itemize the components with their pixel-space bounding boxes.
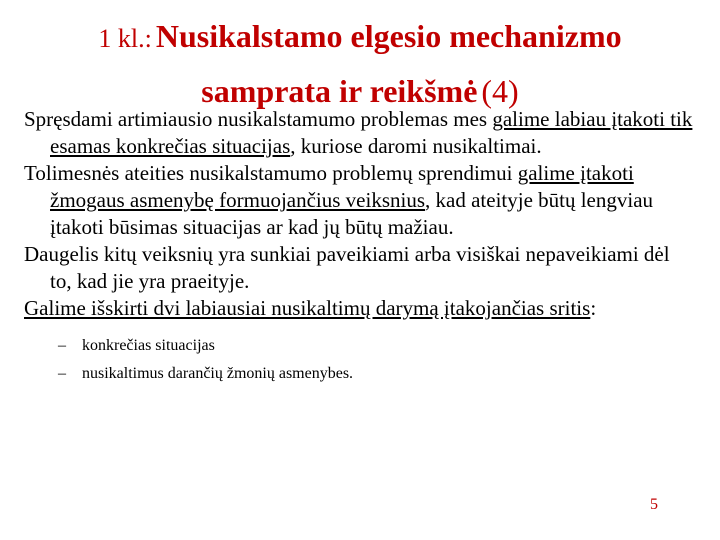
page-number: 5 <box>650 496 658 513</box>
bullet-text: nusikaltimus darančių žmonių asmenybes. <box>82 365 354 382</box>
paragraph-text: Tolimesnės ateities nusikalstamumo problemų sprendimui <box>24 161 518 185</box>
paragraph-text: , kuriose daromi nusikaltimai. <box>290 134 542 158</box>
title-prefix: 1 kl.: <box>98 24 152 53</box>
paragraph-2 <box>24 160 696 241</box>
title-main-line-1: Nusikalstamo elgesio mechanizmo <box>155 18 622 54</box>
underlined-text: galime labiau įtakoti tik esamas konkrečias situacijas <box>50 107 693 158</box>
paragraph-4 <box>24 295 696 322</box>
bullet-item <box>58 332 696 360</box>
paragraph-text: , kad ateityje būtų lengviau įtakoti būsimas situacijas ar kad jų būtų mažiau. <box>50 188 654 239</box>
title-number: (4) <box>481 73 519 109</box>
title-line-1 <box>0 12 720 67</box>
bullet-text: konkrečias situacijas <box>82 337 215 354</box>
slide-body <box>24 106 696 388</box>
bullet-list <box>24 332 696 388</box>
dash-marker: – <box>58 365 66 382</box>
title-main-line-2: samprata ir reikšmė <box>201 73 478 109</box>
paragraph-text: Daugelis kitų veiksnių yra sunkiai paveikiami arba visiškai nepaveikiami dėl to, kad jie yra praeityje. <box>24 242 670 293</box>
underlined-text: galime įtakoti žmogaus asmenybę formuojančius veiksnius <box>50 161 634 212</box>
paragraph-3 <box>24 241 696 295</box>
paragraph-1 <box>24 106 696 160</box>
bullet-item <box>58 360 696 388</box>
underlined-text: Galime išskirti dvi labiausiai nusikaltimų darymą įtakojančias sritis <box>24 296 591 320</box>
dash-marker: – <box>58 337 66 354</box>
paragraph-text: : <box>590 296 597 320</box>
paragraph-text: Spręsdami artimiausio nusikalstamumo problemas mes <box>24 107 493 131</box>
